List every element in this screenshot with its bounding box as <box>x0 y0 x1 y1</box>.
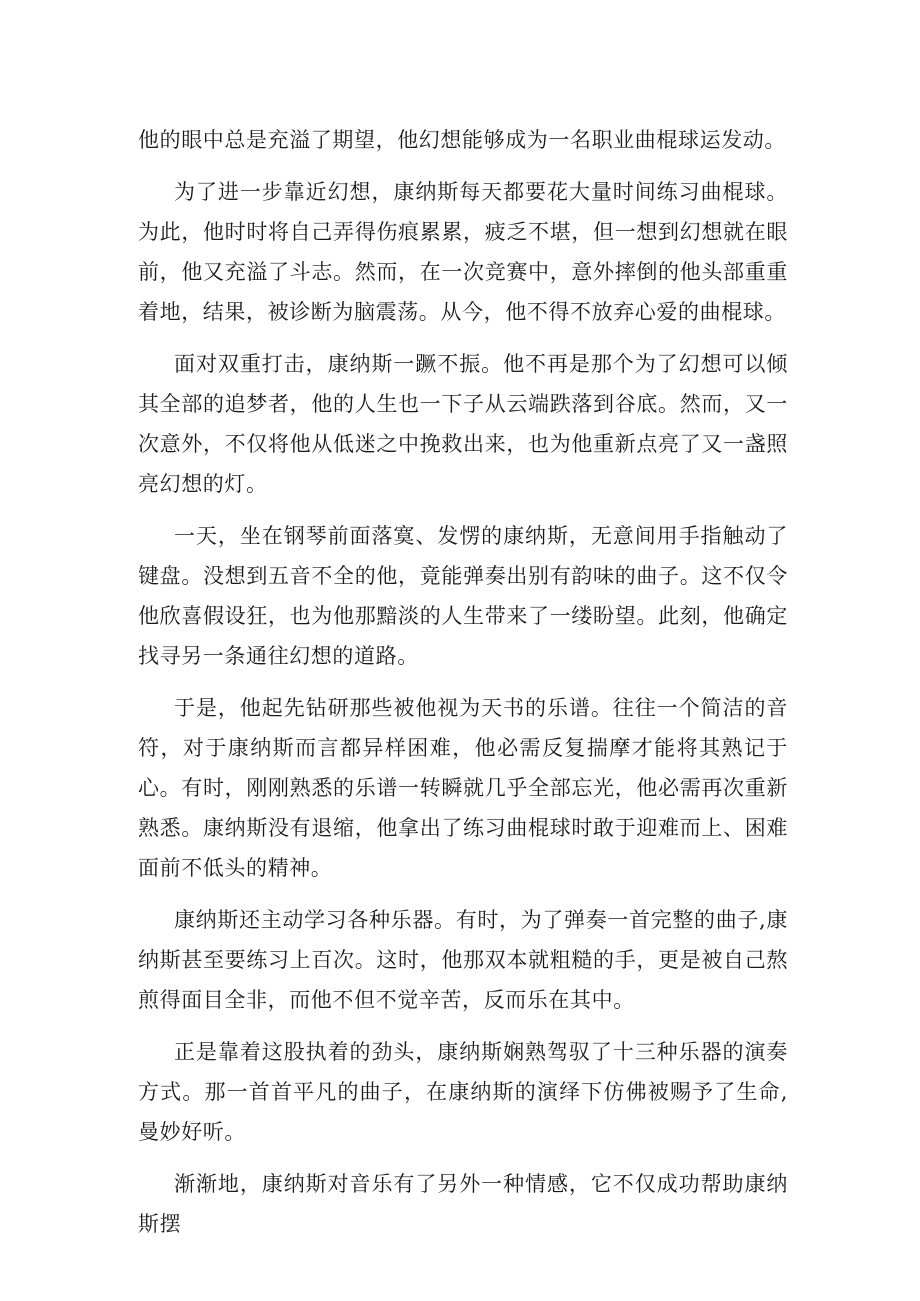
paragraph-5: 于是，他起先钻研那些被他视为天书的乐谱。往往一个简洁的音符，对于康纳斯而言都异样困难，他必需反复揣摩才能将其熟记于心。有时，刚刚熟悉的乐谱一转瞬就几乎全部忘光，他必需再次重新熟悉。康纳斯没有退缩，他拿出了练习曲棍球时敢于迎难而上、困难面前不低头的精神。 <box>138 696 788 880</box>
paragraph-6: 康纳斯还主动学习各种乐器。有时，为了弹奏一首完整的曲子,康纳斯甚至要练习上百次。这时，他那双本就粗糙的手，更是被自己熬煎得面目全非，而他不但不觉辛苦，反而乐在其中。 <box>138 908 788 1012</box>
paragraph-1: 他的眼中总是充溢了期望，他幻想能够成为一名职业曲棍球运发动。 <box>138 128 786 152</box>
paragraph-7: 正是靠着这股执着的劲头，康纳斯娴熟驾驭了十三种乐器的演奏方式。那一首首平凡的曲子，在康纳斯的演绎下仿佛被赐予了生命,曼妙好听。 <box>138 1040 788 1144</box>
paragraph-8: 渐渐地，康纳斯对音乐有了另外一种情感，它不仅成功帮助康纳斯摆 <box>138 1172 788 1236</box>
document-body <box>138 120 788 1256</box>
paragraph-4: 一天，坐在钢琴前面落寞、发愣的康纳斯，无意间用手指触动了键盘。没想到五音不全的他，竟能弹奏出别有韵味的曲子。这不仅令他欣喜假设狂，也为他那黯淡的人生带来了一缕盼望。此刻，他确定找寻另一条通往幻想的道路。 <box>138 524 788 668</box>
paragraph-2: 为了进一步靠近幻想，康纳斯每天都要花大量时间练习曲棍球。为此，他时时将自己弄得伤痕累累，疲乏不堪，但一想到幻想就在眼前，他又充溢了斗志。然而，在一次竞赛中，意外摔倒的他头部重重着地，结果，被诊断为脑震荡。从今，他不得不放弃心爱的曲棍球。 <box>138 180 788 324</box>
paragraph-3: 面对双重打击，康纳斯一蹶不振。他不再是那个为了幻想可以倾其全部的追梦者，他的人生也一下子从云端跌落到谷底。然而，又一次意外，不仅将他从低迷之中挽救出来，也为他重新点亮了又一盏照亮幻想的灯。 <box>138 352 788 496</box>
